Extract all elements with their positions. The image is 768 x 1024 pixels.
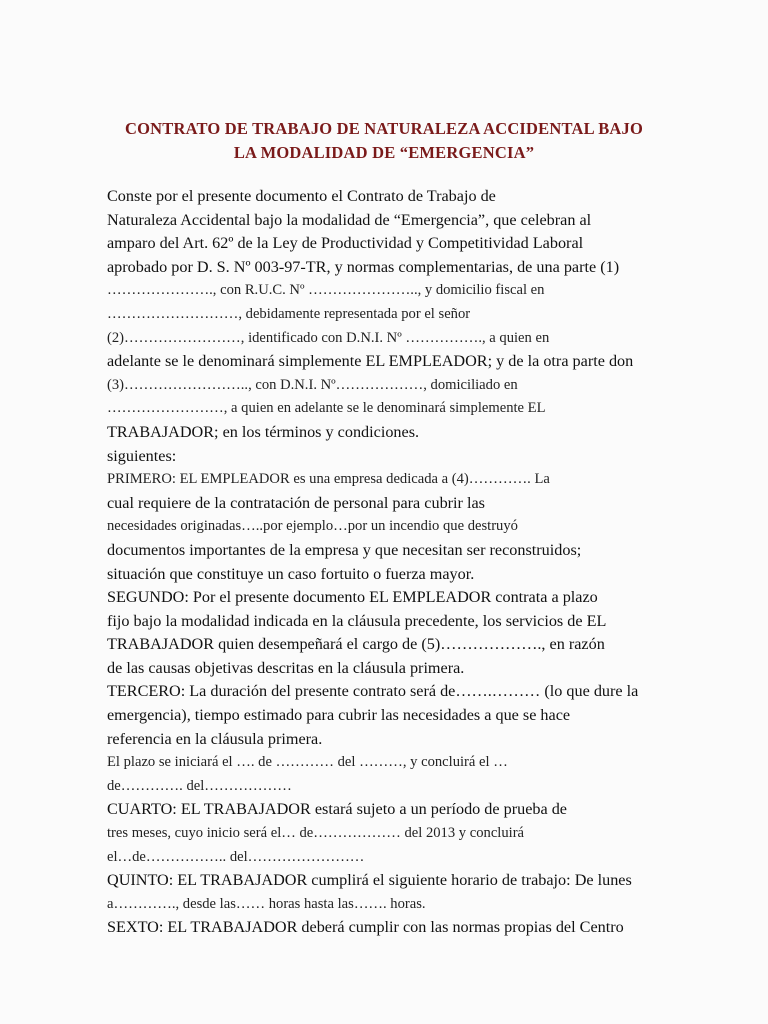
body-line: emergencia), tiempo estimado para cubrir las necesidades a que se hace: [107, 706, 571, 725]
body-line: (3)…………………….., con D.N.I. Nº………………, domiciliado en: [107, 376, 518, 393]
body-line: necesidades originadas…..por ejemplo…por un incendio que destruyó: [107, 518, 518, 535]
body-line: siguientes:: [107, 446, 177, 465]
body-line: PRIMERO: EL EMPLEADOR es una empresa dedicada a (4)…………. La: [107, 471, 550, 488]
body-line: TERCERO: La duración del presente contrato será de…….……… (lo que dure la: [107, 682, 639, 701]
body-line: cual requiere de la contratación de personal para cubrir las: [107, 493, 485, 512]
body-line: a…………., desde las…… horas hasta las……. horas.: [107, 895, 426, 912]
body-line: Conste por el presente documento el Contrato de Trabajo de: [107, 187, 496, 205]
body-line: tres meses, cuyo inicio será el… de……………… del 2013 y concluirá: [107, 825, 525, 842]
body-line: referencia en la cláusula primera.: [107, 729, 323, 748]
body-line: …………………., con R.U.C. Nº ………………….., y domicilio fiscal en: [107, 282, 545, 299]
body-line: amparo del Art. 62º de la Ley de Productividad y Competitividad Laboral: [107, 234, 584, 253]
body-line: Naturaleza Accidental bajo la modalidad de “Emergencia”, que celebran al: [107, 210, 592, 229]
document-title-line-2: LA MODALIDAD DE “EMERGENCIA”: [233, 143, 535, 162]
body-line: de…………. del………………: [107, 777, 292, 794]
body-line: ……………………, a quien en adelante se le denominará simplemente EL: [107, 400, 546, 417]
document-title-line-1: CONTRATO DE TRABAJO DE NATURALEZA ACCIDENTAL BAJO: [124, 119, 644, 138]
body-line: CUARTO: EL TRABAJADOR estará sujeto a un período de prueba de: [107, 800, 567, 819]
body-line: El plazo se iniciará el …. de ………… del ………, y concluirá el …: [107, 754, 508, 771]
body-line: aprobado por D. S. Nº 003-97-TR, y normas complementarias, de una parte (1): [107, 257, 620, 276]
body-line: documentos importantes de la empresa y que necesitan ser reconstruidos;: [107, 540, 582, 559]
body-line: TRABAJADOR quien desempeñará el cargo de (5)………………., en razón: [107, 635, 605, 654]
body-line: TRABAJADOR; en los términos y condiciones.: [107, 422, 420, 441]
body-line: de las causas objetivas descritas en la cláusula primera.: [107, 658, 465, 677]
body-line: (2)……………………, identificado con D.N.I. Nº ……………., a quien en: [107, 329, 550, 346]
body-line: ………………………, debidamente representada por el señor: [107, 305, 471, 322]
body-line: fijo bajo la modalidad indicada en la cláusula precedente, los servicios de EL: [107, 611, 607, 630]
body-line: SEXTO: EL TRABAJADOR deberá cumplir con las normas propias del Centro: [107, 918, 624, 937]
body-line: SEGUNDO: Por el presente documento EL EMPLEADOR contrata a plazo: [107, 588, 598, 607]
document-body: [107, 185, 677, 940]
body-line: situación que constituye un caso fortuito o fuerza mayor.: [107, 564, 475, 583]
body-line: adelante se le denominará simplemente EL EMPLEADOR; y de la otra parte don: [107, 352, 634, 371]
body-line: el…de…………….. del……………………: [107, 848, 365, 865]
body-line: QUINTO: EL TRABAJADOR cumplirá el siguiente horario de trabajo: De lunes: [107, 871, 632, 890]
